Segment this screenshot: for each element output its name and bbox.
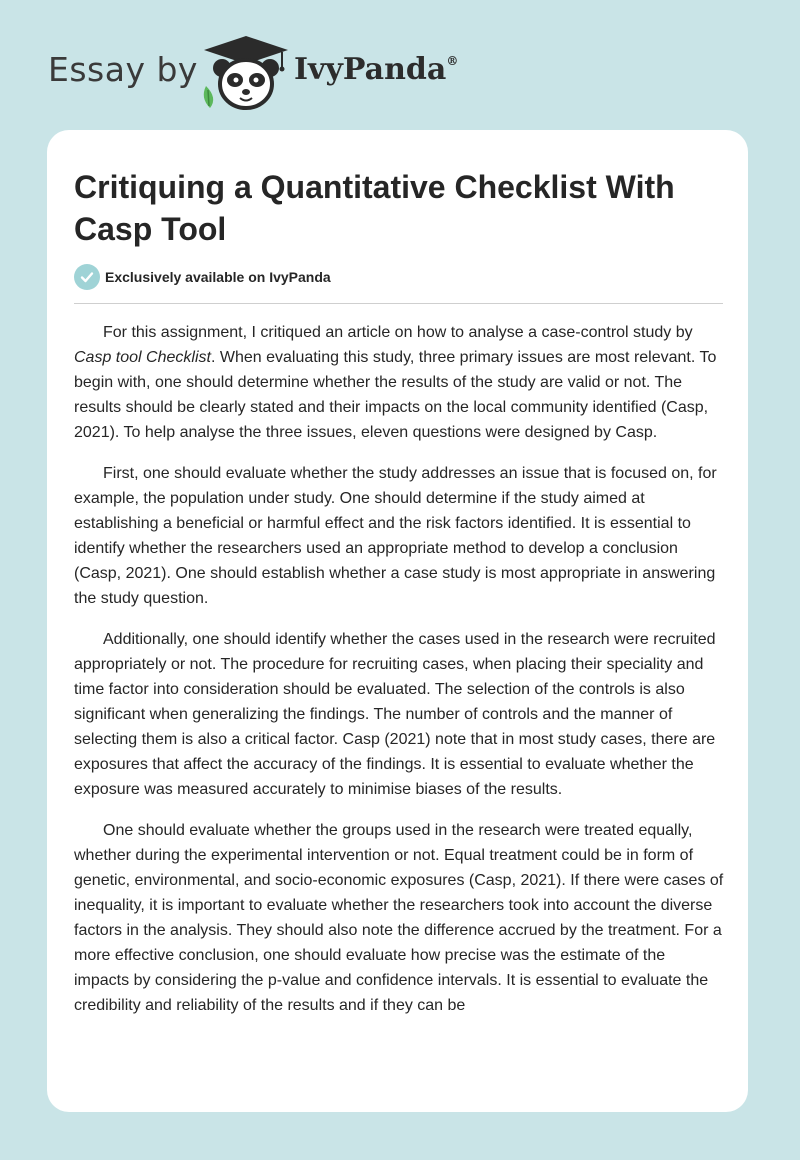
title-divider — [74, 303, 723, 304]
badge-label: Exclusively available on IvyPanda — [105, 269, 331, 285]
essay-title: Critiquing a Quantitative Checklist With Casp Tool — [74, 169, 675, 247]
essay-card — [47, 130, 748, 1112]
brand-name — [294, 52, 458, 87]
p1-italic-title: Casp tool Checklist — [74, 349, 211, 366]
paragraph-1 — [74, 320, 724, 445]
paragraph-2: First, one should evaluate whether the study addresses an issue that is focused on, for example, the population under study. One should determine if the study aimed at establishing a beneficial or harmful effect and the risk factors identified. It is essential to identify whether the researchers used an appropriate method to develop a conclusion (Casp, 2021). One should establish whether a case study is most appropriate in answering the study question. — [74, 465, 717, 607]
essay-body — [74, 320, 724, 1034]
paragraph-4: One should evaluate whether the groups used in the research were treated equally, whether during the experimental intervention or not. Equal treatment could be in form of genetic, environmental, and socio-economic exposures (Casp, 2021). If there were cases of inequality, it is important to evaluate whether the researchers took into account the diverse factors in the analysis. They should also note the difference accrued by the treatment. For a more effective conclusion, one should evaluate how precise was the estimate of the impacts by considering the p-value and confidence intervals. It is essential to evaluate the credibility and reliability of the results and if they can be — [74, 822, 724, 1014]
essay-by-label: Essay by — [48, 50, 198, 89]
exclusive-badge — [74, 264, 331, 290]
p1-text-start: For this assignment, I critiqued an article on how to analyse a case-control study by — [103, 324, 693, 341]
brand-name-text: IvyPanda — [294, 52, 447, 87]
site-header — [48, 36, 508, 112]
panda-graduation-cap-logo[interactable] — [200, 36, 292, 112]
p1-text-end: . When evaluating this study, three primary issues are most relevant. To begin with, one should determine whether the results of the study are valid or not. The results should be clearly stated and their impacts on the local community identified (Casp, 2021). To help analyse the three issues, eleven questions were designed by Casp. — [74, 349, 717, 441]
check-circle-icon — [74, 264, 100, 290]
paragraph-3: Additionally, one should identify whether the cases used in the research were recruited appropriately or not. The procedure for recruiting cases, when placing their speciality and time factor into consideration should be evaluated. The selection of the controls is also significant when generalizing the findings. The number of controls and the manner of selecting them is also a critical factor. Casp (2021) note that in most study cases, there are exposures that affect the accuracy of the findings. It is essential to evaluate whether the exposure was measured accurately to minimise biases of the results. — [74, 631, 716, 798]
registered-mark: ® — [446, 54, 459, 68]
